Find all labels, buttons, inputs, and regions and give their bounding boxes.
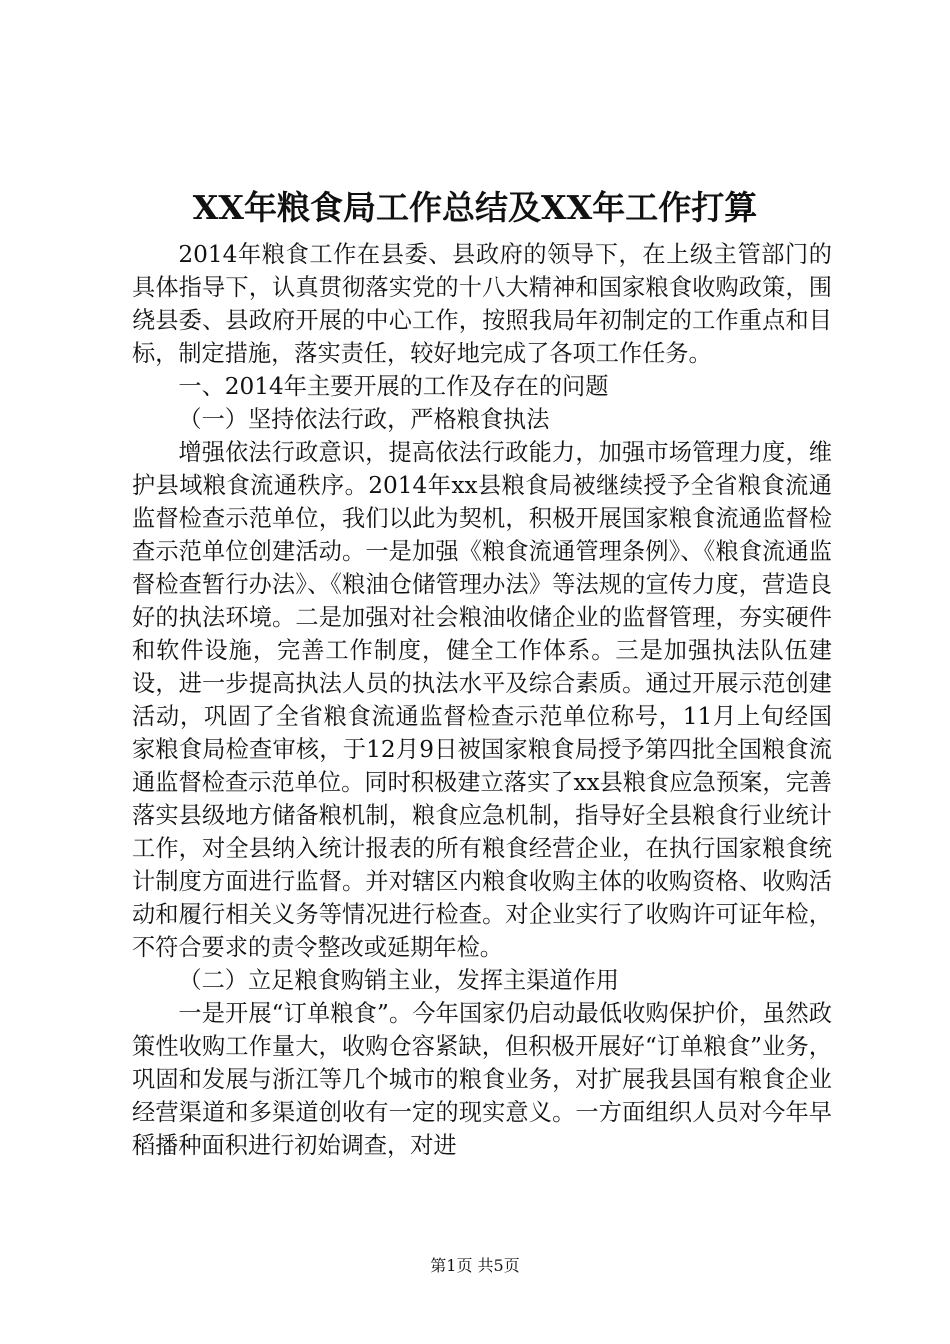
law-enforcement-paragraph: 增强依法行政意识，提高依法行政能力，加强市场管理力度，维护县域粮食流通秩序。2014年xx县粮食局被继续授予全省粮食流通监督检查示范单位，我们以此为契机，积极开展国家粮食流通监督检查示范单位创建活动。一是加强《粮食流通管理条例》、《粮食流通监督检查暂行办法》、《粮油仓储管理办法》等法规的宣传力度，营造良好的执法环境。二是加强对社会粮油收储企业的监督管理，夯实硬件和软件设施，完善工作制度，健全工作体系。三是加强执法队伍建设，进一步提高执法人员的执法水平及综合素质。通过开展示范创建活动，巩固了全省粮食流通监督检查示范单位称号，11月上旬经国家粮食局检查审核，于12月9日被国家粮食局授予第四批全国粮食流通监督检查示范单位。同时积极建立落实了xx县粮食应急预案，完善落实县级地方储备粮机制，粮食应急机制，指导好全县粮食行业统计工作，对全县纳入统计报表的所有粮食经营企业，在执行国家粮食统计制度方面进行监督。并对辖区内粮食收购主体的收购资格、收购活动和履行相关义务等情况进行检查。对企业实行了收购许可证年检，不符合要求的责令整改或延期年检。 xyxy=(132,439,832,961)
subsection-heading-2: （二）立足粮食购销主业，发挥主渠道作用 xyxy=(178,967,619,994)
document-title: XX年粮食局工作总结及XX年工作打算 xyxy=(192,188,758,227)
intro-paragraph: 2014年粮食工作在县委、县政府的领导下，在上级主管部门的具体指导下，认真贯彻落实党的十八大精神和国家粮食收购政策，围绕县委、县政府开展的中心工作，按照我局年初制定的工作重点和目标，制定措施，落实责任，较好地完成了各项工作任务。 xyxy=(132,241,832,367)
subsection-heading-1: （一）坚持依法行政，严格粮食执法 xyxy=(178,406,550,433)
order-grain-paragraph: 一是开展“订单粮食”。今年国家仍启动最低收购保护价，虽然政策性收购工作量大，收购仓容紧缺，但积极开展好“订单粮食”业务，巩固和发展与浙江等几个城市的粮食业务，对扩展我县国有粮食企业经营渠道和多渠道创收有一定的现实意义。一方面组织人员对今年早稻播种面积进行初始调查，对进 xyxy=(132,1000,832,1159)
document-body xyxy=(132,238,832,1162)
page-footer: 第1页 共5页 xyxy=(430,1256,520,1275)
section-heading: 一、2014年主要开展的工作及存在的问题 xyxy=(178,373,609,400)
